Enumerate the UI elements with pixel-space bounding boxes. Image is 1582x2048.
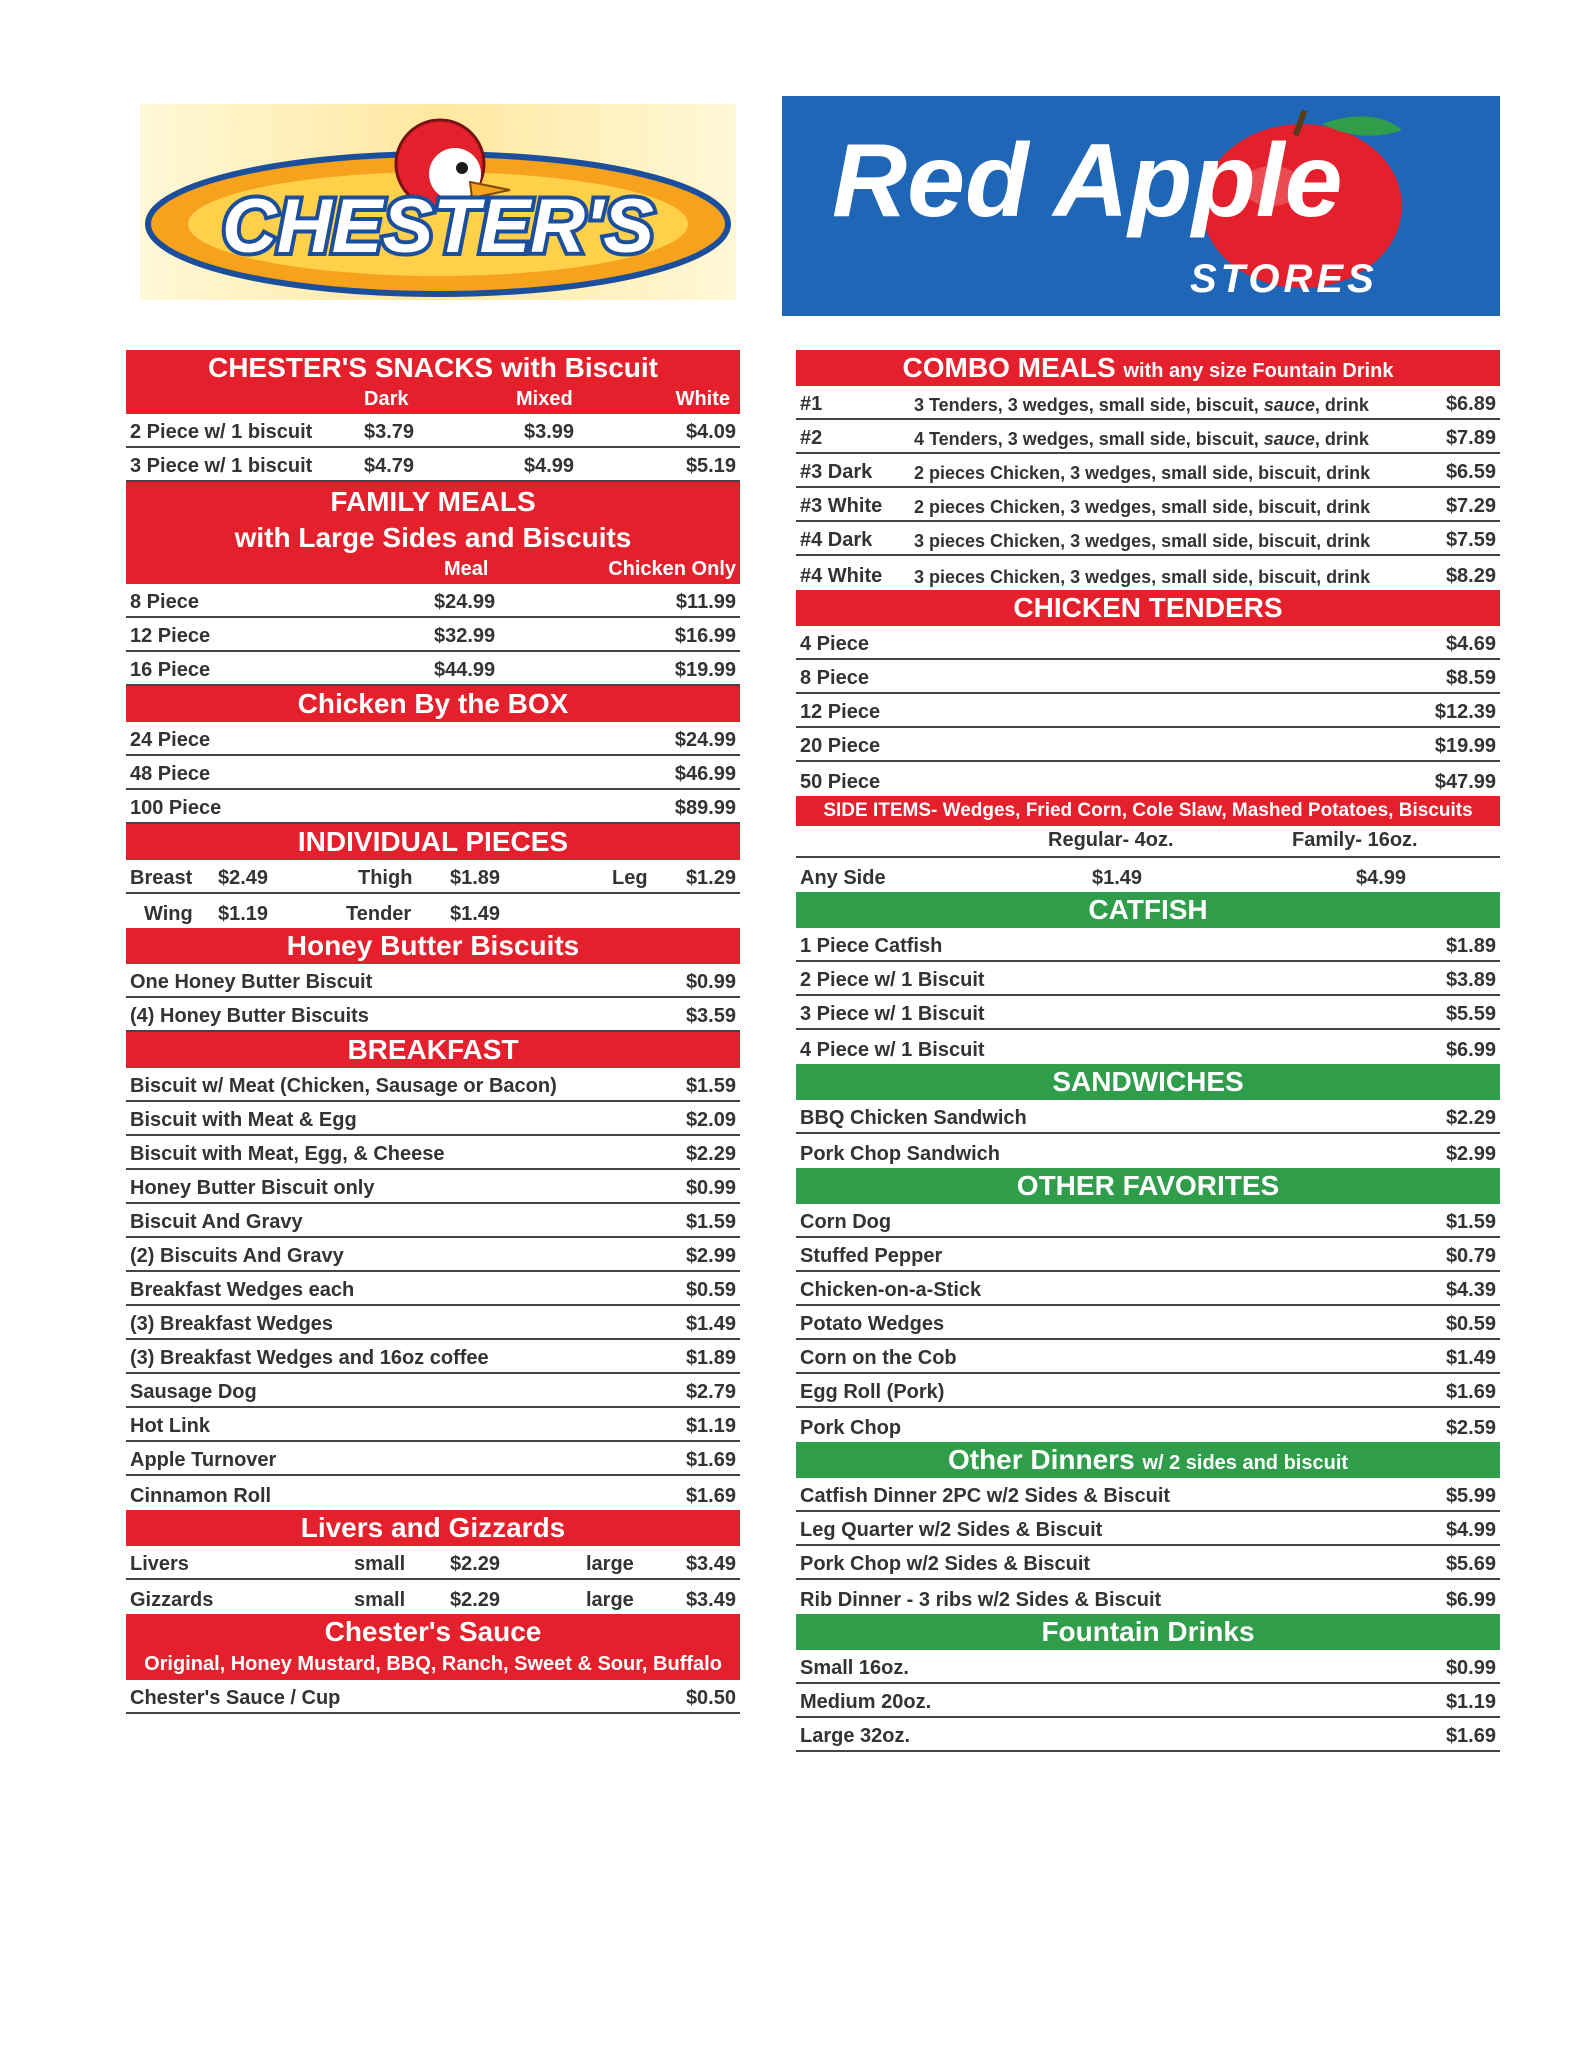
item-name: 12 Piece <box>130 625 211 647</box>
price-small: $2.29 <box>450 1589 501 1611</box>
item-price: $0.79 <box>1445 1245 1496 1267</box>
sandwiches-header: SANDWICHES <box>796 1064 1500 1100</box>
favorites-row <box>796 1340 1500 1374</box>
item-price: $2.29 <box>685 1143 736 1165</box>
combo-title: COMBO MEALS <box>902 352 1116 383</box>
snacks-row <box>126 414 740 448</box>
item-name: Leg <box>612 867 648 889</box>
item-price: $46.99 <box>674 763 736 785</box>
item-name: 3 Piece w/ 1 Biscuit <box>800 1003 985 1025</box>
item-price: $0.99 <box>685 971 736 993</box>
item-price: $1.69 <box>1445 1725 1496 1747</box>
breakfast-row <box>126 1204 740 1238</box>
item-price: $89.99 <box>674 797 736 819</box>
drinks-row <box>796 1684 1500 1718</box>
item-price: $7.89 <box>1445 427 1496 449</box>
combo-desc-text: 4 Tenders, 3 wedges, small side, biscuit, <box>914 429 1264 449</box>
item-name: Biscuit with Meat & Egg <box>130 1109 357 1131</box>
item-price: $19.99 <box>1434 735 1496 757</box>
sides-col-family: Family- 16oz. <box>1292 829 1418 851</box>
sides-col-headers <box>796 826 1500 858</box>
tenders-header: CHICKEN TENDERS <box>796 590 1500 626</box>
favorites-row <box>796 1306 1500 1340</box>
item-name: Biscuit with Meat, Egg, & Cheese <box>130 1143 445 1165</box>
price-family: $4.99 <box>1356 867 1407 889</box>
item-name: One Honey Butter Biscuit <box>130 971 373 993</box>
right-menu-column <box>796 350 1500 1752</box>
item-price: $1.59 <box>1445 1211 1496 1233</box>
item-price: $1.49 <box>450 903 501 925</box>
breakfast-header: BREAKFAST <box>126 1032 740 1068</box>
item-name: 100 Piece <box>130 797 222 819</box>
price-mixed: $4.99 <box>524 455 575 477</box>
size-large: large <box>586 1589 634 1611</box>
price-chicken: $11.99 <box>675 591 736 613</box>
item-name: (3) Breakfast Wedges <box>130 1313 334 1335</box>
family-header <box>126 482 740 556</box>
item-price: $4.39 <box>1445 1279 1496 1301</box>
sauce-flavors: Original, Honey Mustard, BBQ, Ranch, Sweet & Sour, Buffalo <box>126 1650 740 1680</box>
snacks-col-mixed: Mixed <box>516 388 573 410</box>
item-price: $0.99 <box>1445 1657 1496 1679</box>
favorites-row <box>796 1272 1500 1306</box>
item-name: Hot Link <box>130 1415 210 1437</box>
item-name: Rib Dinner - 3 ribs w/2 Sides & Biscuit <box>800 1589 1162 1611</box>
item-name: 24 Piece <box>130 729 211 751</box>
tenders-row <box>796 694 1500 728</box>
breakfast-row <box>126 1374 740 1408</box>
combo-desc: 3 pieces Chicken, 3 wedges, small side, biscuit, drink <box>914 567 1371 587</box>
item-price: $6.99 <box>1445 1039 1496 1061</box>
combo-row <box>796 556 1500 590</box>
item-name: 12 Piece <box>800 701 881 723</box>
combo-number: #1 <box>800 393 823 415</box>
item-name: Pork Chop <box>800 1417 902 1439</box>
sides-row <box>796 858 1500 892</box>
tenders-row <box>796 728 1500 762</box>
combo-desc-sauce: sauce <box>1263 395 1315 415</box>
item-name: 2 Piece w/ 1 biscuit <box>130 421 313 443</box>
combo-subtitle: with any size Fountain Drink <box>1123 360 1394 382</box>
item-name: Cinnamon Roll <box>130 1485 272 1507</box>
size-large: large <box>586 1553 634 1575</box>
family-row <box>126 618 740 652</box>
sides-col-regular: Regular- 4oz. <box>1048 829 1174 851</box>
item-name: Breakfast Wedges each <box>130 1279 355 1301</box>
item-name: Biscuit And Gravy <box>130 1211 303 1233</box>
family-subtitle: with Large Sides and Biscuits <box>234 522 632 553</box>
breakfast-row <box>126 1408 740 1442</box>
price-small: $2.29 <box>450 1553 501 1575</box>
snacks-header: CHESTER'S SNACKS with Biscuit <box>126 350 740 386</box>
drinks-row <box>796 1650 1500 1684</box>
box-row <box>126 722 740 756</box>
box-row <box>126 756 740 790</box>
breakfast-row <box>126 1170 740 1204</box>
item-price: $3.59 <box>685 1005 736 1027</box>
item-name: Medium 20oz. <box>800 1691 932 1713</box>
favorites-row <box>796 1238 1500 1272</box>
item-price: $7.29 <box>1445 495 1496 517</box>
item-name: 1 Piece Catfish <box>800 935 943 957</box>
individual-row <box>126 860 740 894</box>
item-name: Chicken-on-a-Stick <box>800 1279 982 1301</box>
item-price: $5.59 <box>1445 1003 1496 1025</box>
combo-row <box>796 522 1500 556</box>
item-price: $12.39 <box>1434 701 1496 723</box>
item-name: BBQ Chicken Sandwich <box>800 1107 1027 1129</box>
size-small: small <box>354 1589 406 1611</box>
item-name: Apple Turnover <box>130 1449 277 1471</box>
combo-desc-drink: , drink <box>1314 395 1369 415</box>
combo-desc <box>914 395 1369 416</box>
item-name: 48 Piece <box>130 763 211 785</box>
item-price: $4.99 <box>1445 1519 1496 1541</box>
item-name: 4 Piece w/ 1 Biscuit <box>800 1039 985 1061</box>
item-name: Chester's Sauce / Cup <box>130 1687 341 1709</box>
dinners-row <box>796 1580 1500 1614</box>
item-price: $1.59 <box>685 1211 736 1233</box>
favorites-row <box>796 1204 1500 1238</box>
chesters-logo-text: CHESTER'S <box>222 184 654 269</box>
dinners-subtitle: w/ 2 sides and biscuit <box>1142 1452 1349 1474</box>
red-apple-stores-text: STORES <box>1190 257 1378 301</box>
chesters-logo <box>140 104 736 300</box>
combo-number: #2 <box>800 427 823 449</box>
item-name: Tender <box>346 903 412 925</box>
sauce-row <box>126 1680 740 1714</box>
family-row <box>126 652 740 686</box>
item-name: 16 Piece <box>130 659 211 681</box>
honey-header: Honey Butter Biscuits <box>126 928 740 964</box>
item-price: $1.89 <box>685 1347 736 1369</box>
favorites-row <box>796 1374 1500 1408</box>
item-price: $0.59 <box>1445 1313 1496 1335</box>
catfish-row <box>796 928 1500 962</box>
drinks-header: Fountain Drinks <box>796 1614 1500 1650</box>
item-name: Any Side <box>800 867 886 889</box>
box-header: Chicken By the BOX <box>126 686 740 722</box>
catfish-header: CATFISH <box>796 892 1500 928</box>
combo-row <box>796 488 1500 522</box>
catfish-row <box>796 1030 1500 1064</box>
left-menu-column <box>126 350 740 1714</box>
item-name: Large 32oz. <box>800 1725 911 1747</box>
price-meal: $24.99 <box>434 591 496 613</box>
item-price: $0.50 <box>685 1687 736 1709</box>
sandwiches-row <box>796 1134 1500 1168</box>
individual-row <box>126 894 740 928</box>
item-price: $1.89 <box>1445 935 1496 957</box>
tenders-row <box>796 626 1500 660</box>
combo-row <box>796 420 1500 454</box>
item-price: $1.49 <box>685 1313 736 1335</box>
breakfast-row <box>126 1476 740 1510</box>
item-name: 8 Piece <box>130 591 199 613</box>
livers-row <box>126 1546 740 1580</box>
item-name: Gizzards <box>130 1589 214 1611</box>
livers-row <box>126 1580 740 1614</box>
item-name: Corn Dog <box>800 1211 892 1233</box>
item-price: $1.69 <box>685 1485 736 1507</box>
price-dark: $3.79 <box>364 421 415 443</box>
breakfast-row <box>126 1102 740 1136</box>
item-name: Wing <box>144 903 193 925</box>
breakfast-row <box>126 1068 740 1102</box>
breakfast-row <box>126 1136 740 1170</box>
item-price: $2.49 <box>218 867 269 889</box>
combo-row <box>796 454 1500 488</box>
dinners-row <box>796 1512 1500 1546</box>
item-name: Stuffed Pepper <box>800 1245 943 1267</box>
item-price: $8.29 <box>1445 565 1496 587</box>
price-meal: $44.99 <box>434 659 496 681</box>
combo-desc-sauce: sauce <box>1263 429 1315 449</box>
favorites-header: OTHER FAVORITES <box>796 1168 1500 1204</box>
family-row <box>126 584 740 618</box>
item-name: 50 Piece <box>800 771 881 793</box>
red-apple-logo-text: Red Apple <box>832 123 1343 239</box>
box-row <box>126 790 740 824</box>
item-name: Pork Chop Sandwich <box>800 1143 1001 1165</box>
item-name: 20 Piece <box>800 735 881 757</box>
item-price: $1.89 <box>450 867 501 889</box>
item-price: $7.59 <box>1445 529 1496 551</box>
item-name: 8 Piece <box>800 667 869 689</box>
combo-number: #3 White <box>800 495 883 517</box>
item-name: Sausage Dog <box>130 1381 257 1403</box>
item-name: Small 16oz. <box>800 1657 909 1679</box>
item-name: 2 Piece w/ 1 Biscuit <box>800 969 985 991</box>
honey-row <box>126 998 740 1032</box>
item-price: $24.99 <box>674 729 736 751</box>
item-price: $2.29 <box>1445 1107 1496 1129</box>
item-price: $0.99 <box>685 1177 736 1199</box>
combo-desc-drink: , drink <box>1314 429 1369 449</box>
item-price: $2.59 <box>1445 1417 1496 1439</box>
snacks-row <box>126 448 740 482</box>
family-title: FAMILY MEALS <box>330 486 536 517</box>
item-name: (2) Biscuits And Gravy <box>130 1245 344 1267</box>
breakfast-row <box>126 1238 740 1272</box>
favorites-row <box>796 1408 1500 1442</box>
drinks-row <box>796 1718 1500 1752</box>
item-price: $2.99 <box>685 1245 736 1267</box>
item-price: $1.19 <box>218 903 269 925</box>
item-name: 3 Piece w/ 1 biscuit <box>130 455 313 477</box>
price-regular: $1.49 <box>1092 867 1143 889</box>
family-col-meal: Meal <box>444 558 489 580</box>
combo-row <box>796 386 1500 420</box>
catfish-row <box>796 996 1500 1030</box>
item-name: Potato Wedges <box>800 1313 945 1335</box>
dinners-row <box>796 1546 1500 1580</box>
item-name: Pork Chop w/2 Sides & Biscuit <box>800 1553 1091 1575</box>
combo-desc: 2 pieces Chicken, 3 wedges, small side, biscuit, drink <box>914 463 1371 483</box>
individual-header: INDIVIDUAL PIECES <box>126 824 740 860</box>
dinners-row <box>796 1478 1500 1512</box>
item-price: $5.99 <box>1445 1485 1496 1507</box>
item-name: Honey Butter Biscuit only <box>130 1177 375 1199</box>
item-price: $1.49 <box>1445 1347 1496 1369</box>
item-price: $0.59 <box>685 1279 736 1301</box>
combo-number: #3 Dark <box>800 461 873 483</box>
item-price: $1.69 <box>1445 1381 1496 1403</box>
size-small: small <box>354 1553 406 1575</box>
item-price: $6.99 <box>1445 1589 1496 1611</box>
snacks-col-headers <box>126 386 740 414</box>
family-col-headers <box>126 556 740 584</box>
combo-number: #4 Dark <box>800 529 873 551</box>
item-price: $4.69 <box>1445 633 1496 655</box>
combo-number: #4 White <box>800 565 883 587</box>
honey-row <box>126 964 740 998</box>
item-name: Livers <box>130 1553 189 1575</box>
dinners-header <box>796 1442 1500 1478</box>
price-white: $5.19 <box>685 455 736 477</box>
item-name: Corn on the Cob <box>800 1347 957 1369</box>
combo-desc: 2 pieces Chicken, 3 wedges, small side, biscuit, drink <box>914 497 1371 517</box>
item-price: $1.69 <box>685 1449 736 1471</box>
sides-header: SIDE ITEMS- Wedges, Fried Corn, Cole Slaw, Mashed Potatoes, Biscuits <box>796 796 1500 826</box>
item-name: 4 Piece <box>800 633 869 655</box>
item-price: $1.29 <box>685 867 736 889</box>
item-price: $47.99 <box>1434 771 1496 793</box>
breakfast-row <box>126 1272 740 1306</box>
item-price: $1.59 <box>685 1075 736 1097</box>
item-price: $6.59 <box>1445 461 1496 483</box>
item-price: $2.09 <box>685 1109 736 1131</box>
red-apple-logo-art <box>782 96 1500 316</box>
chesters-logo-art <box>140 104 736 300</box>
item-name: Catfish Dinner 2PC w/2 Sides & Biscuit <box>800 1485 1171 1507</box>
breakfast-row <box>126 1340 740 1374</box>
item-price: $6.89 <box>1445 393 1496 415</box>
item-price: $2.79 <box>685 1381 736 1403</box>
item-name: (3) Breakfast Wedges and 16oz coffee <box>130 1347 489 1369</box>
sandwiches-row <box>796 1100 1500 1134</box>
item-price: $1.19 <box>685 1415 736 1437</box>
item-price: $8.59 <box>1445 667 1496 689</box>
combo-desc-text: 3 Tenders, 3 wedges, small side, biscuit, <box>914 395 1264 415</box>
tenders-row <box>796 660 1500 694</box>
item-price: $3.89 <box>1445 969 1496 991</box>
breakfast-row <box>126 1442 740 1476</box>
combo-header <box>796 350 1500 386</box>
price-meal: $32.99 <box>434 625 496 647</box>
tenders-row <box>796 762 1500 796</box>
price-mixed: $3.99 <box>524 421 575 443</box>
price-white: $4.09 <box>685 421 736 443</box>
price-chicken: $16.99 <box>674 625 736 647</box>
item-price: $1.19 <box>1445 1691 1496 1713</box>
catfish-row <box>796 962 1500 996</box>
item-price: $2.99 <box>1445 1143 1496 1165</box>
red-apple-logo <box>782 96 1500 316</box>
livers-header: Livers and Gizzards <box>126 1510 740 1546</box>
family-col-chicken: Chicken Only <box>608 558 736 580</box>
item-price: $5.69 <box>1445 1553 1496 1575</box>
item-name: (4) Honey Butter Biscuits <box>130 1005 369 1027</box>
sauce-header: Chester's Sauce <box>126 1614 740 1650</box>
snacks-col-white: White <box>675 388 730 410</box>
price-dark: $4.79 <box>364 455 415 477</box>
price-large: $3.49 <box>685 1589 736 1611</box>
snacks-col-dark: Dark <box>364 388 409 410</box>
dinners-title: Other Dinners <box>947 1444 1135 1475</box>
item-name: Breast <box>130 867 193 889</box>
item-name: Thigh <box>358 867 413 889</box>
price-large: $3.49 <box>685 1553 736 1575</box>
item-name: Leg Quarter w/2 Sides & Biscuit <box>800 1519 1103 1541</box>
price-chicken: $19.99 <box>674 659 736 681</box>
combo-desc <box>914 429 1369 450</box>
item-name: Egg Roll (Pork) <box>800 1381 945 1403</box>
combo-desc: 3 pieces Chicken, 3 wedges, small side, biscuit, drink <box>914 531 1371 551</box>
breakfast-row <box>126 1306 740 1340</box>
item-name: Biscuit w/ Meat (Chicken, Sausage or Bacon) <box>130 1075 557 1097</box>
